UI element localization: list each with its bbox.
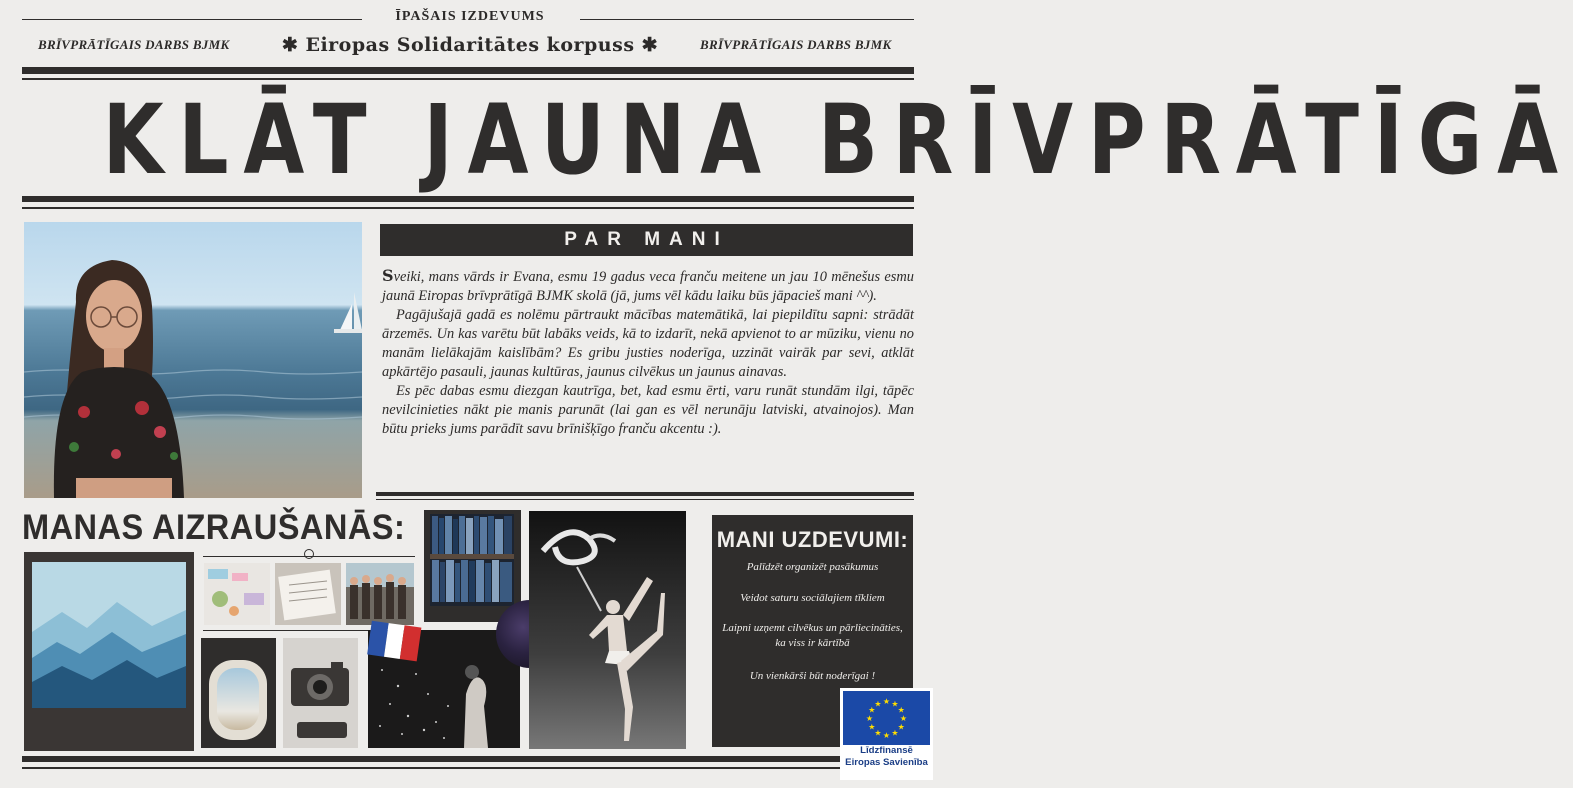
special-edition-label: ĪPAŠAIS IZDEVUMS — [395, 9, 545, 24]
about-paragraph-1 — [382, 266, 914, 306]
masthead-side-left: BRĪVPRĀTĪGAIS DARBS BJMK — [38, 37, 230, 52]
gymnast-illustration — [529, 511, 686, 749]
headline: KLĀT JAUNA BRĪVPRĀTĪGĀ — [102, 84, 1573, 196]
task-item-4: Un vienkārši būt noderīgai ! — [749, 670, 876, 682]
notebook-photo — [275, 563, 341, 625]
airplane-window-view — [217, 668, 259, 730]
crafts-illustration — [204, 563, 270, 625]
portrait-photo — [24, 222, 362, 498]
masthead-subtitle-text: Eiropas Solidaritātes korpuss — [305, 34, 635, 56]
tasks-title: MANI UZDEVUMI: — [716, 527, 909, 552]
about-rule-thick — [376, 492, 914, 496]
mountains-illustration — [32, 562, 186, 708]
photo-strip-clip-icon — [304, 549, 314, 559]
gymnast-photo — [529, 511, 686, 749]
eu-star-icon: ★ — [874, 699, 882, 709]
footer-rule-thick — [22, 756, 840, 762]
group-photo — [346, 563, 414, 625]
eu-star-icon: ★ — [897, 722, 905, 732]
crafts-photo — [204, 563, 270, 625]
task-item-3: Laipni uzņemt cilvēkus un pārliecināties, ka viss ir kārtībā — [722, 622, 903, 649]
eu-star-icon: ★ — [865, 714, 874, 723]
footer-rule-thin — [22, 767, 840, 769]
group-illustration — [346, 563, 414, 625]
eu-star-icon: ★ — [868, 722, 876, 732]
camera-photo — [283, 638, 358, 748]
eu-cofunded-text — [840, 745, 933, 769]
eu-star-icon: ★ — [882, 697, 891, 706]
masthead-subtitle — [270, 34, 670, 56]
eu-line-2: Eiropas Savienība — [845, 757, 928, 768]
camera-illustration — [283, 638, 358, 748]
eu-star-icon: ★ — [882, 731, 891, 740]
about-header: PAR MANI — [380, 224, 913, 256]
eu-star-icon: ★ — [874, 728, 882, 738]
eu-star-icon: ★ — [899, 714, 908, 723]
about-paragraph-3: Es pēc dabas esmu diezgan kautrīga, bet, kad esmu ērti, varu runāt stundām ilgi, tāpēc nevilcinieties nākt pie manis parunāt (lai gan es vēl nerunāju latviski, atvainojos). Man būtu prieks jums parādīt savu brīnišķīgo franču akcentu :). — [382, 383, 914, 437]
task-item-1: Palīdzēt organizēt pasākumus — [746, 561, 879, 573]
about-paragraph-2: Pagājušajā gadā es nolēmu pārtraukt mācības matemātikā, lai piepildītu sapni: strādāt ārzemēs. Un kas varētu būt labāks veids, kā to izdarīt, nekā apvienot to ar mūziku, vienu no manām lielākajām kaislībām? Es gribu justies noderīga, uzzināt vairāk par sevi, atklāt apkārtējo pasauli, jaunas kultūras, jaunus cilvēkus un jaunus ainavas. — [382, 307, 914, 380]
airplane-window-frame — [209, 660, 267, 740]
masthead-rule-thick — [22, 67, 914, 74]
headline-rule-thick — [22, 196, 914, 202]
star-right-icon: ✱ — [641, 34, 659, 56]
mountains-photo — [24, 552, 194, 751]
eu-star-icon: ★ — [868, 705, 876, 715]
eu-star-icon: ★ — [891, 728, 899, 738]
eu-flag-icon — [843, 691, 930, 745]
about-paragraph-1-text: veiki, mans vārds ir Evana, esmu 19 gadus veca franču meitene un jau 10 mēnešus esmu jaunā Eiropas brīvprātīgā BJMK skolā (jā, jums vēl kādu laiku būs jāpacieš mani ^^). — [382, 269, 914, 304]
eu-cofunded-logo — [840, 688, 933, 780]
star-left-icon: ✱ — [281, 34, 299, 56]
notebook-illustration — [275, 563, 341, 625]
eu-star-icon: ★ — [897, 705, 905, 715]
eu-stars-icon — [843, 691, 930, 745]
eu-line-1: Līdzfinansē — [860, 745, 913, 756]
bookshelf-illustration — [430, 514, 514, 606]
masthead-rule-thin — [22, 78, 914, 80]
headline-rule-thin — [22, 207, 914, 209]
masthead-side-right: BRĪVPRĀTĪGAIS DARBS BJMK — [700, 37, 892, 52]
airplane-window-photo — [201, 638, 276, 748]
hobbies-title: MANAS AIZRAUŠANĀS: — [22, 508, 406, 547]
about-text — [382, 266, 914, 439]
about-rule-thin — [376, 499, 914, 500]
top-rule-left — [22, 19, 362, 20]
task-item-2: Veidot saturu sociālajiem tīkliem — [740, 592, 885, 604]
bookshelf-photo — [424, 510, 521, 622]
eu-star-icon: ★ — [891, 699, 899, 709]
about-dropcap: S — [382, 266, 394, 285]
portrait-illustration — [24, 222, 362, 498]
top-rule-right — [580, 19, 914, 20]
french-flag-icon — [367, 621, 422, 666]
